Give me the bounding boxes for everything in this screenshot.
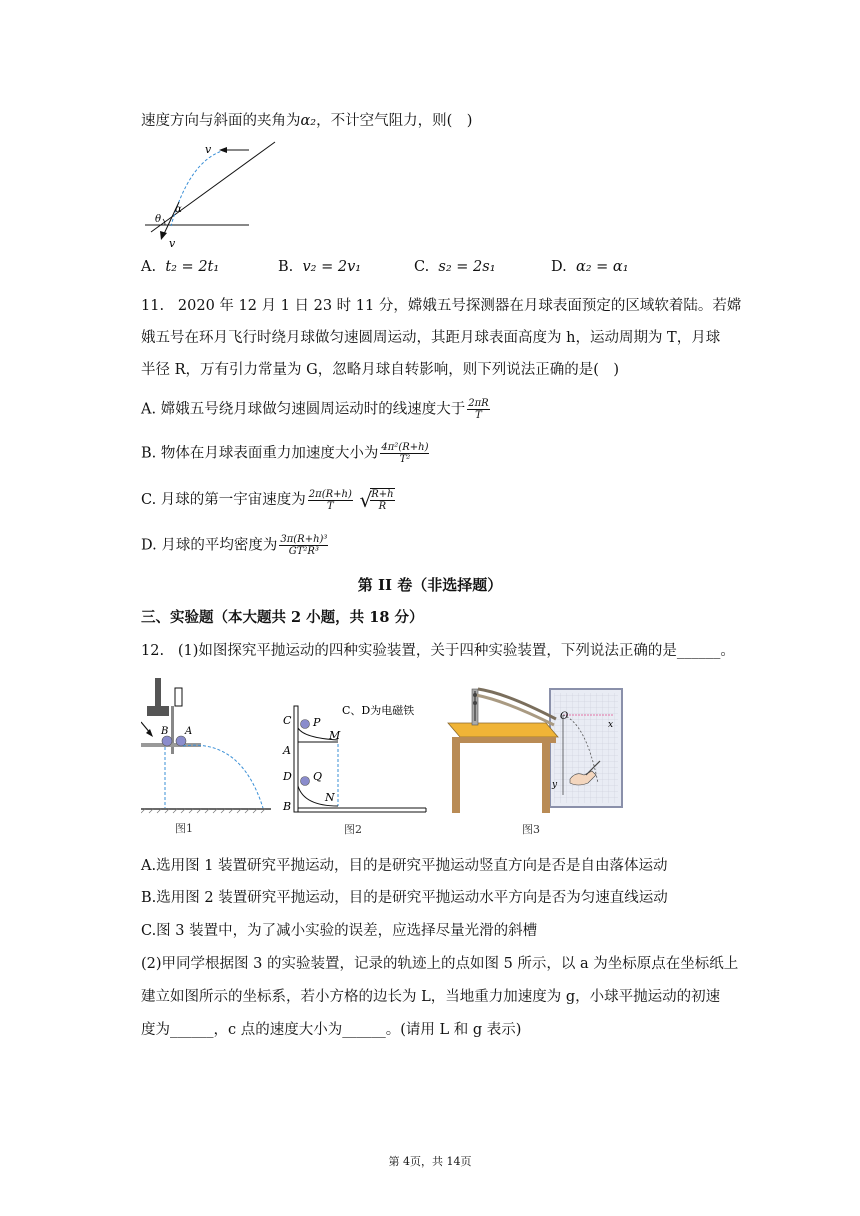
sqrt-symbol: √ (359, 488, 373, 512)
q12-stem: 12. (1)如图探究平抛运动的四种实验装置，关于四种实验装置，下列说法正确的是______。 (141, 643, 735, 659)
q11-stem-line2: 娥五号在环月飞行时绕月球做匀速圆周运动，其距月球表面高度为 h，运动周期为 T，月球 (141, 330, 721, 346)
q11-option-a[interactable]: A. 嫦娥五号绕月球做匀速圆周运动时的线速度大于 $\frac{2\pi R}{T}$ (141, 398, 489, 421)
q12-part2-line1: (2)甲同学根据图 3 的实验装置，记录的轨迹上的点如图 5 所示，以 a 为坐标原点在坐标纸上 (141, 956, 739, 972)
q12-option-a[interactable]: A.选用图 1 装置研究平抛运动，目的是研究平抛运动竖直方向是否是自由落体运动 (141, 858, 668, 874)
q11-option-c[interactable]: C. 月球的第一宇宙速度为 $\frac{2\pi(R+h)}{T}$ √ $\frac{R+h}{R}$ (141, 488, 394, 512)
fig2-caption: 图2 (344, 823, 362, 836)
q10-incline-figure (141, 140, 281, 252)
q10-option-c[interactable]: C. s₂ = 2s₁ (414, 259, 496, 275)
fig2-label-d: D (283, 770, 292, 783)
fig2-label-a: A (283, 744, 291, 757)
q11-option-b[interactable]: B. 物体在月球表面重力加速度大小为 $\frac{\text{4π²(R+h)}}{\text{T²}}$ (141, 442, 429, 465)
q10-alpha-label: α (175, 204, 182, 215)
fig2-label-n: N (325, 791, 335, 804)
q10-v-bottom-label: v (169, 237, 176, 250)
q11-stem-line3: 半径 R，万有引力常量为 G，忽略月球自转影响，则下列说法正确的是( ) (141, 362, 620, 378)
fig2-label-q: Q (313, 770, 323, 783)
page-footer: 第 4页，共 14页 (388, 1155, 472, 1168)
section2-title: 第 II 卷（非选择题） (357, 576, 503, 594)
q11-option-d[interactable]: D. 月球的平均密度为 $\frac{\text{3π(R+h)³}}{\text{GT²R³}}$ (141, 534, 328, 557)
q12-figure-2 (280, 698, 430, 841)
q12-option-c[interactable]: C.图 3 装置中，为了减小实验的误差，应选择尽量光滑的斜槽 (141, 923, 538, 939)
q12-part2-line3: 度为______，c 点的速度大小为______。(请用 L 和 g 表示) (141, 1022, 522, 1038)
section3-heading: 三、实验题（本大题共 2 小题，共 18 分） (141, 609, 424, 626)
fig2-label-p: P (313, 716, 321, 729)
fig2-label-c: C (283, 714, 292, 727)
q10-option-d[interactable]: D. α₂ = α₁ (551, 259, 629, 275)
q12-figure-1 (141, 676, 276, 841)
q10-theta-label: θ (155, 214, 162, 225)
q12-option-b[interactable]: B.选用图 2 装置研究平抛运动，目的是研究平抛运动水平方向是否为匀速直线运动 (141, 890, 668, 906)
q10-stem-tail: 速度方向与斜面的夹角为α₂，不计空气阻力，则( ) (141, 113, 473, 129)
q10-option-a[interactable]: A. t₂ = 2t₁ (141, 259, 220, 275)
q12-number: 12. (141, 643, 165, 659)
q10-option-b[interactable]: B. v₂ = 2v₁ (278, 259, 362, 275)
fig3-caption: 图3 (522, 823, 540, 836)
fig3-label-o: O (560, 711, 569, 722)
fig1-caption: 图1 (175, 822, 193, 835)
fig2-label-b: B (283, 800, 292, 813)
fig2-label-m: M (329, 729, 341, 742)
q11-stem-line1: 11. 2020 年 12 月 1 日 23 时 11 分，嫦娥五号探测器在月球表面预定的区域软着陆。若嫦 (141, 298, 742, 314)
q11-number: 11. (141, 298, 165, 314)
q12-part2-line2: 建立如图所示的坐标系，若小方格的边长为 L，当地重力加速度为 g，小球平抛运动的初速 (141, 989, 721, 1005)
q10-v-top-label: v (205, 143, 212, 156)
fig3-label-x: x (608, 720, 614, 730)
fig1-label-b: B (161, 726, 169, 737)
fig2-note: C、D为电磁铁 (342, 704, 415, 717)
fig3-label-y: y (552, 780, 558, 790)
q12-figure-3 (446, 683, 630, 841)
fig1-label-a: A (185, 726, 193, 737)
